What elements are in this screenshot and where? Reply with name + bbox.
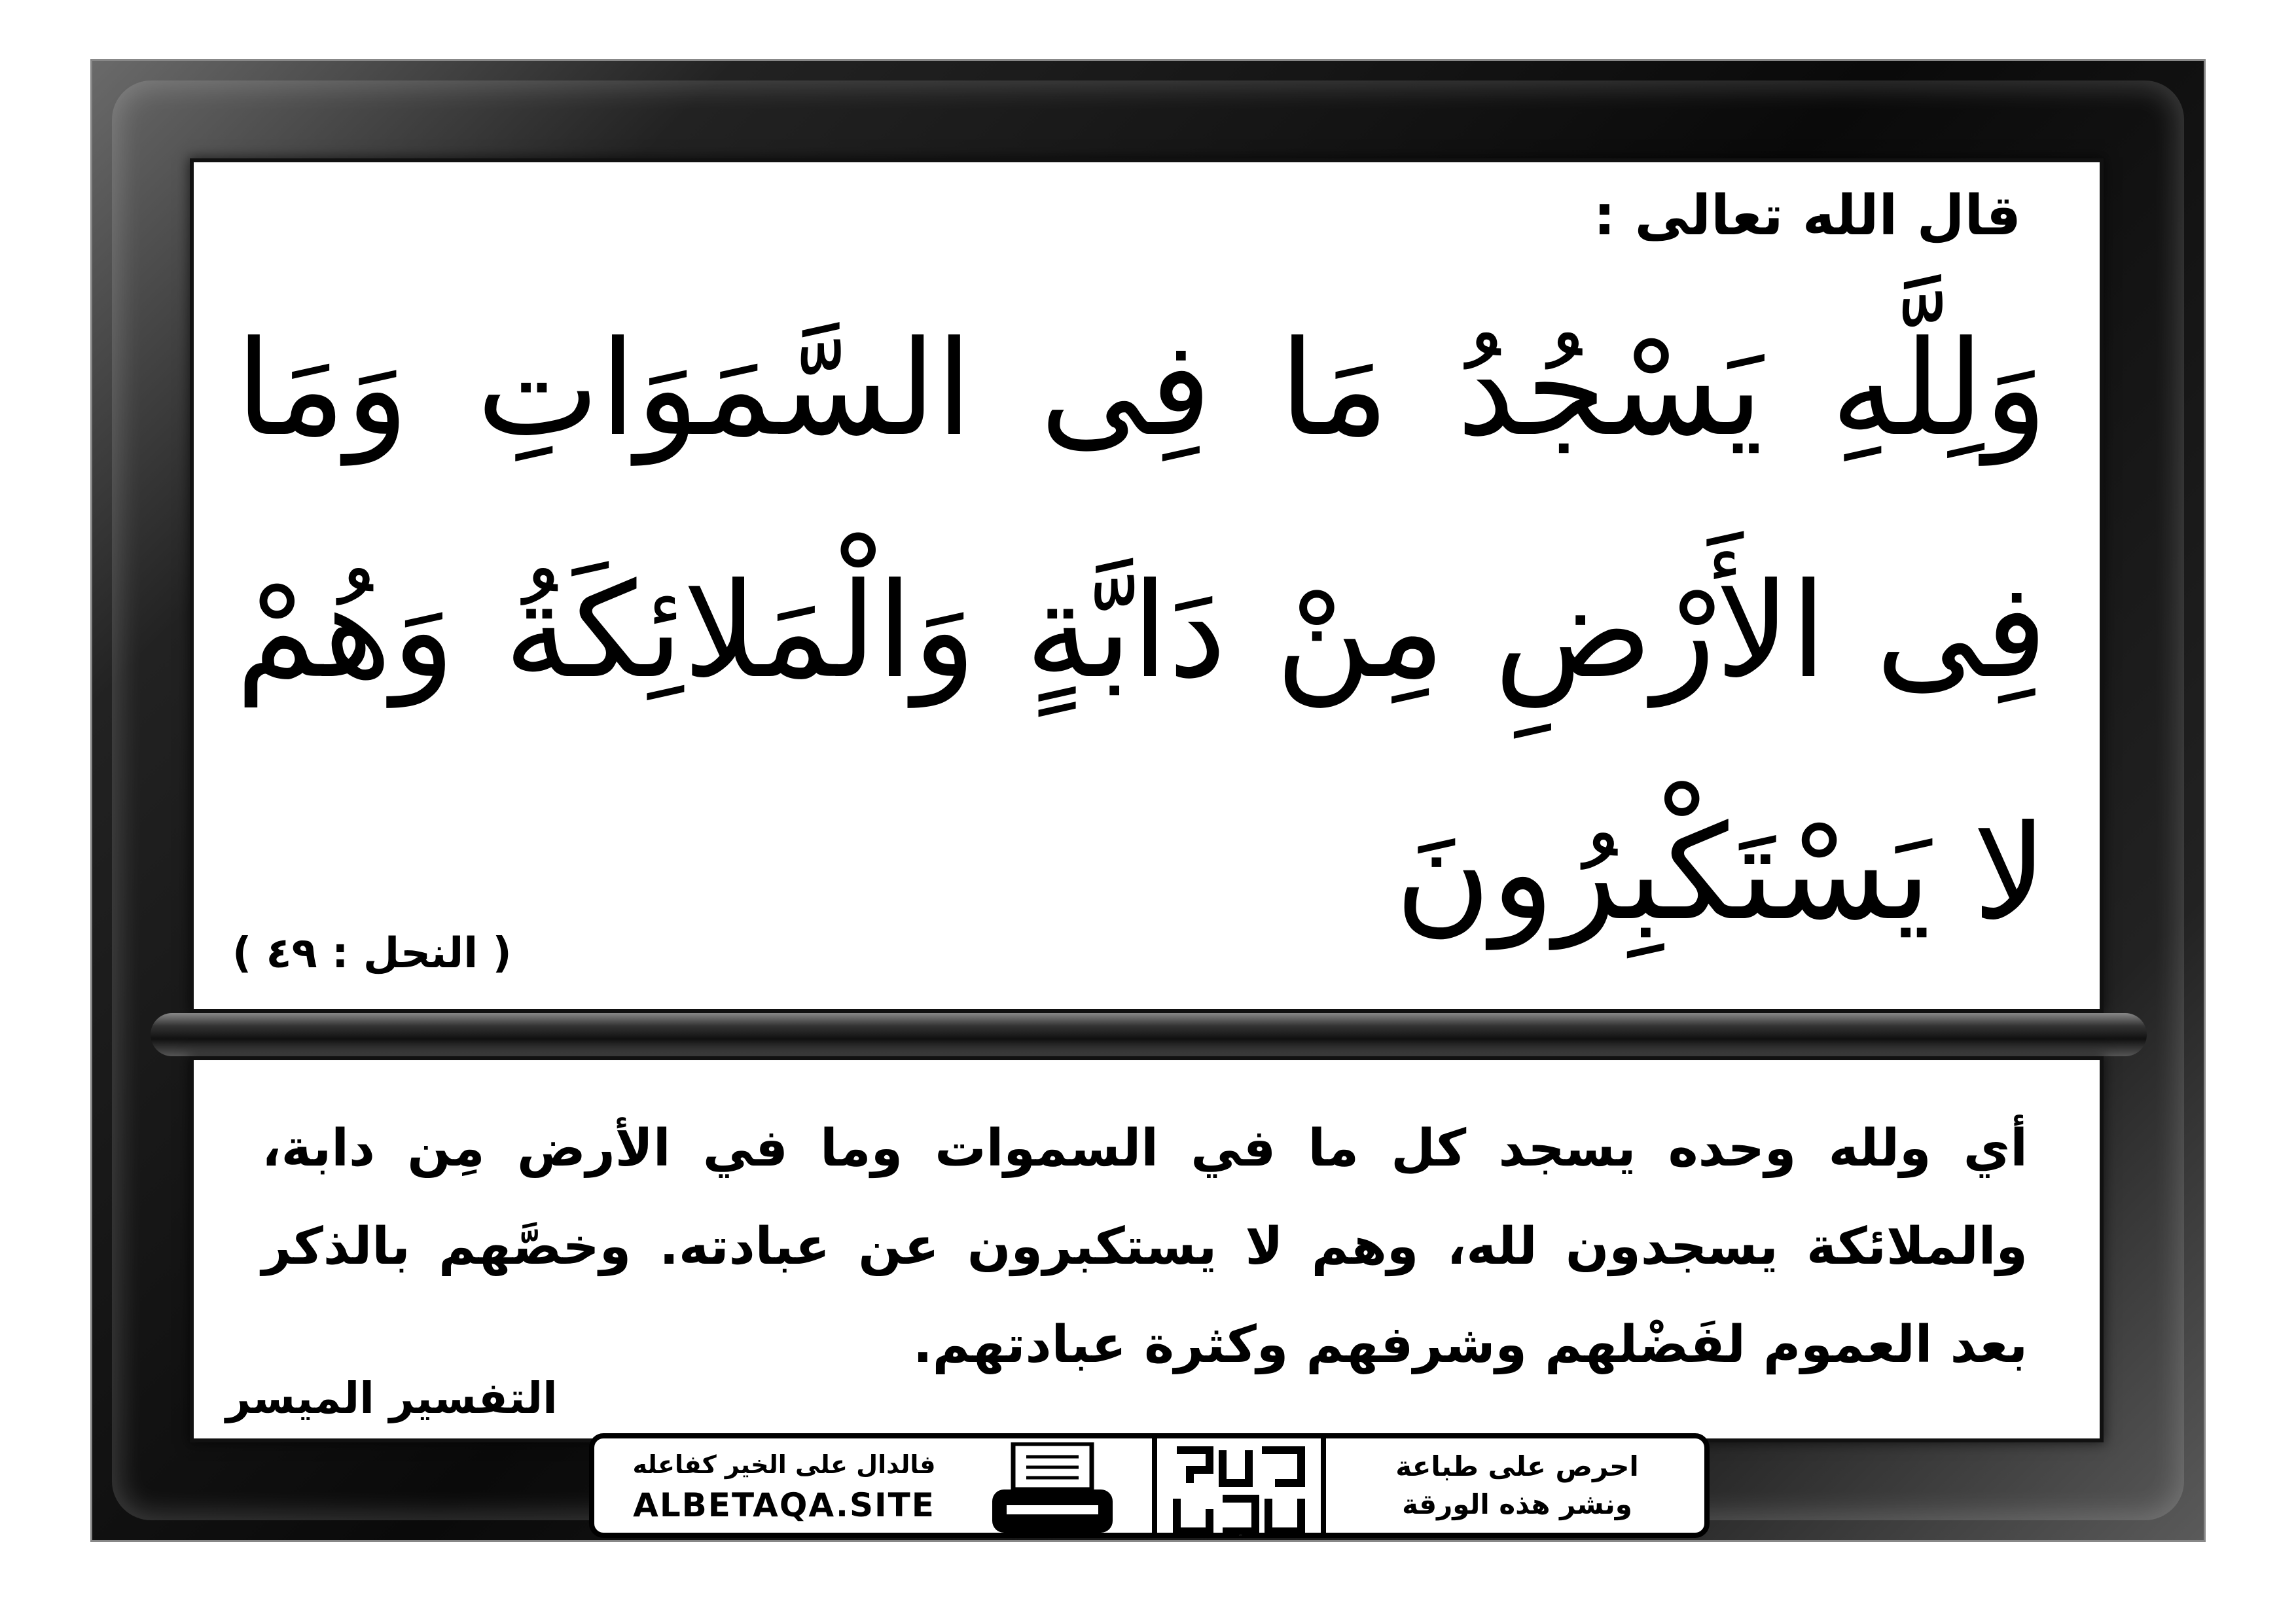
tafsir-text: أي ولله وحده يسجد كل ما في السموات وما في الأرض مِن دابة، والملائكة يسجدون لله، وهم لا يستكبرون عن عبادته. وخصَّهم بالذكر بعد العموم لفَضْلهم وشرفهم وكثرة عبادتهم. xyxy=(262,1119,2028,1374)
footer-site-link[interactable]: ALBETAQA.SITE xyxy=(633,1486,935,1524)
verse-heading: قال الله تعالى : xyxy=(1593,183,2021,247)
logo-text: دعوة الورقة xyxy=(1239,1535,1242,1536)
tafsir-source: التفسير الميسر xyxy=(226,1373,558,1423)
surah-reference: ( النحل : ٤٩ ) xyxy=(232,929,512,978)
footer-site-block xyxy=(614,1445,954,1530)
footer-note-line1: احرص على طباعة xyxy=(1395,1450,1639,1482)
footer-note-line2: ونشر هذه الورقة xyxy=(1402,1488,1632,1520)
footer-separator xyxy=(1321,1438,1326,1533)
printer-icon xyxy=(987,1442,1118,1537)
frame-divider xyxy=(151,1013,2147,1056)
footer-note xyxy=(1334,1448,1700,1533)
footer-bar xyxy=(589,1433,1710,1538)
footer-slogan: فالدال على الخير كفاعله xyxy=(632,1450,936,1479)
footer-separator xyxy=(1152,1438,1157,1533)
logo-mark xyxy=(1170,1444,1308,1538)
verse-text: وَلِلَّهِ يَسْجُدُ مَا فِى السَّمَوَاتِ وَمَا فِى الأَرْضِ مِنْ دَابَّةٍ وَالْمَلائِكَةُ وَهُمْ لا يَسْتَكْبِرُونَ xyxy=(236,313,2047,950)
